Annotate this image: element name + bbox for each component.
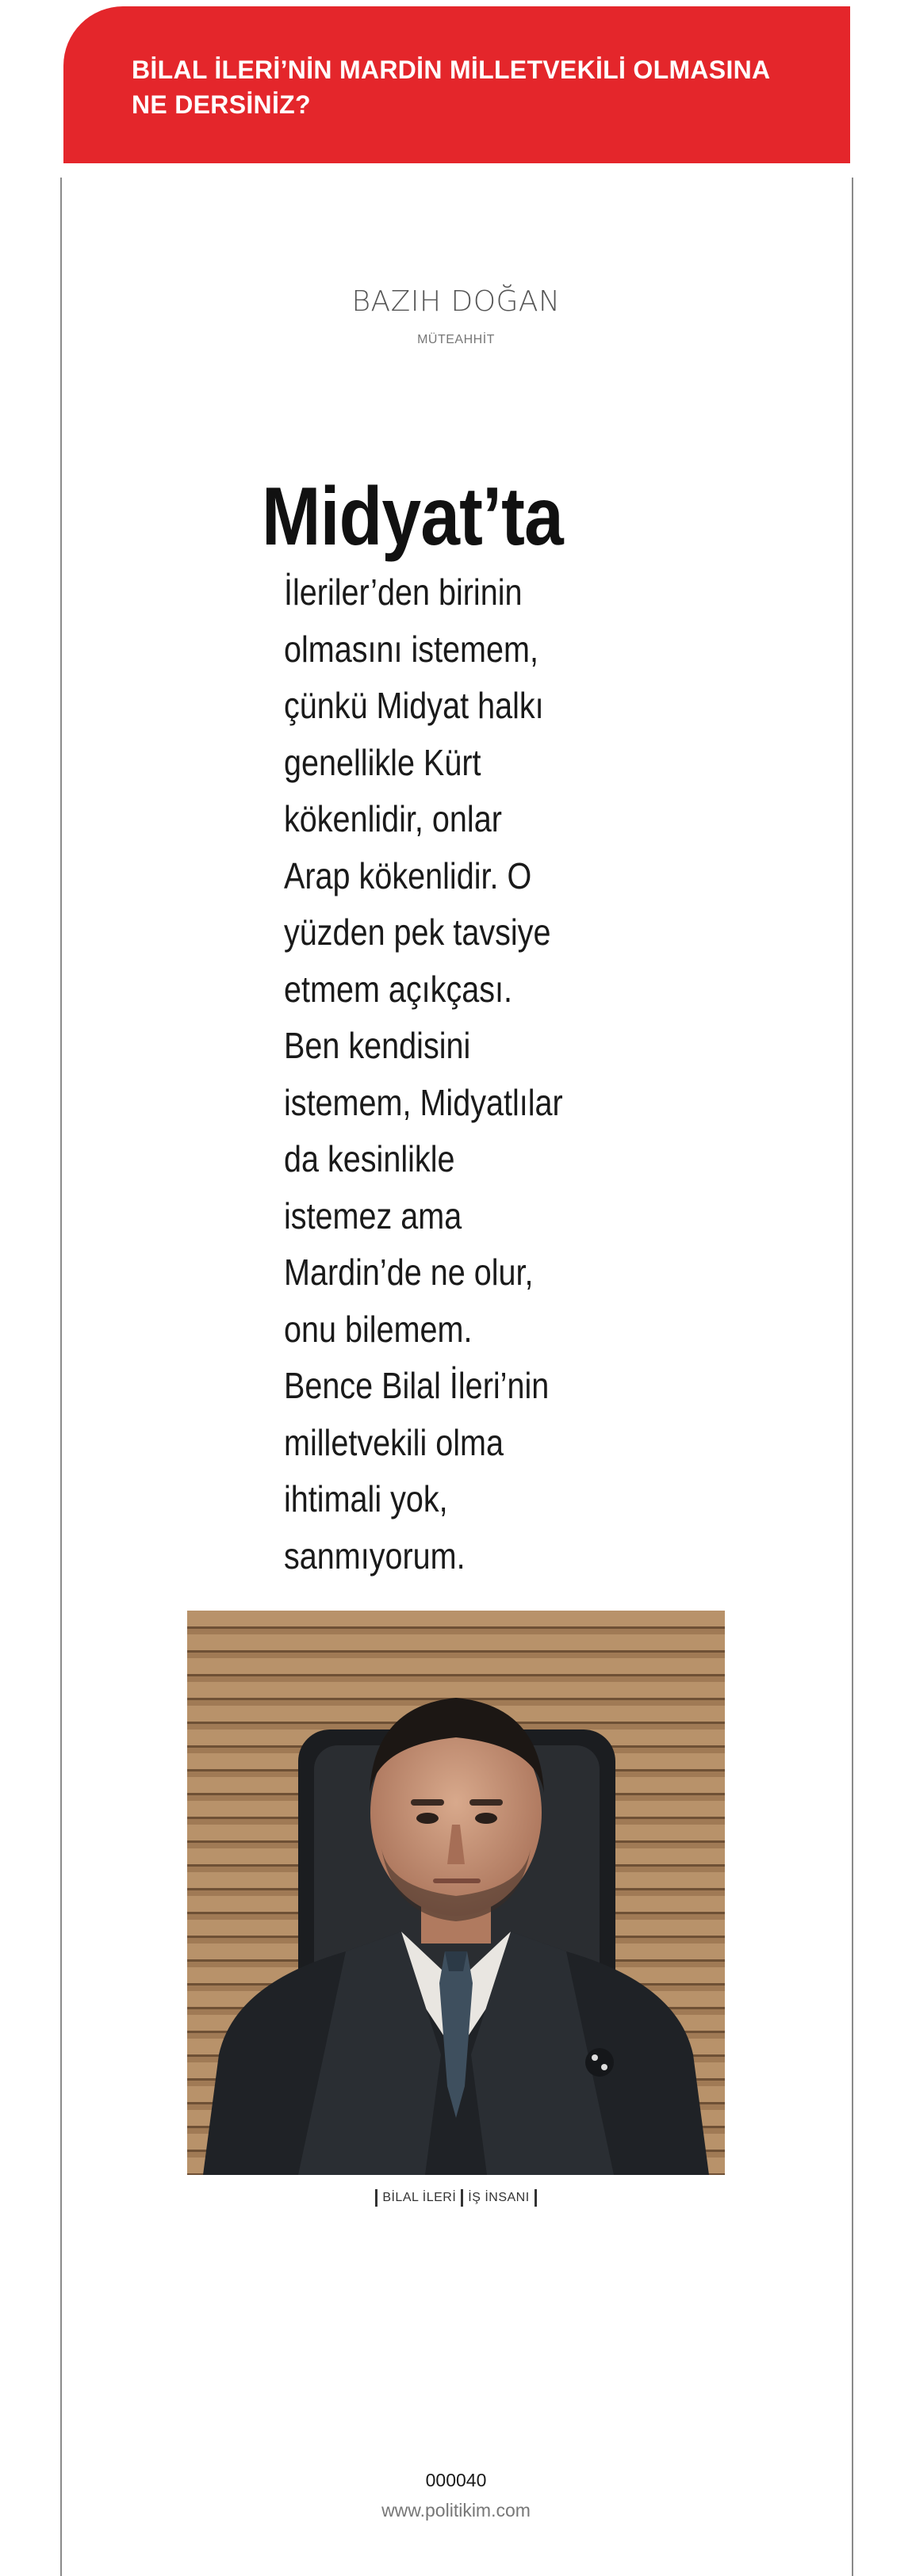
body-line: Mardin’de ne olur, <box>284 1252 534 1293</box>
body-line: onu bilemem. <box>284 1308 473 1350</box>
body-line: istemem, Midyatlılar <box>284 1081 563 1123</box>
body-line: Ben kendisini <box>284 1025 471 1066</box>
question-line-1: BİLAL İLERİ’NİN MARDİN MİLLETVEKİLİ OLMASINA <box>132 55 771 84</box>
caption-title: İŞ İNSANI <box>468 2191 530 2205</box>
body-line: Arap kökenlidir. O <box>284 854 532 896</box>
caption-divider <box>375 2189 377 2207</box>
body-line: istemez ama <box>284 1194 462 1236</box>
header-banner <box>63 6 850 163</box>
author-name: BAZIH DOĞAN <box>351 285 561 318</box>
body-line: çünkü Midyat halkı <box>284 685 544 726</box>
body-line: yüzden pek tavsiye <box>284 912 551 953</box>
left-frame-line <box>60 178 62 2576</box>
body-line: etmem açıkçası. <box>284 968 512 1010</box>
body-line: Bence Bilal İleri’nin <box>284 1365 550 1406</box>
caption-name: BİLAL İLERİ <box>382 2191 457 2205</box>
caption-divider <box>461 2189 463 2207</box>
body-line: genellikle Kürt <box>284 741 481 783</box>
author-role: MÜTEAHHİT <box>417 333 495 346</box>
right-frame-line <box>852 178 853 2576</box>
photo-caption <box>0 2189 912 2207</box>
portrait-photo <box>187 1611 725 2175</box>
question-line-2: NE DERSİNİZ? <box>132 90 311 119</box>
body-line: da kesinlikle <box>284 1138 455 1179</box>
website-link[interactable]: www.politikim.com <box>381 2500 531 2521</box>
body-line: İleriler’den birinin <box>284 571 523 613</box>
body-line: ihtimali yok, <box>284 1478 448 1519</box>
article-title: Midyat’ta <box>262 471 563 563</box>
body-line: kökenlidir, onlar <box>284 798 502 839</box>
caption-divider <box>535 2189 537 2207</box>
question-heading <box>132 52 830 122</box>
page-number: 000040 <box>425 2470 487 2490</box>
article-body <box>284 564 570 1584</box>
body-line: milletvekili olma <box>284 1421 504 1463</box>
body-line: sanmıyorum. <box>284 1535 466 1577</box>
body-line: olmasını istemem, <box>284 628 538 670</box>
